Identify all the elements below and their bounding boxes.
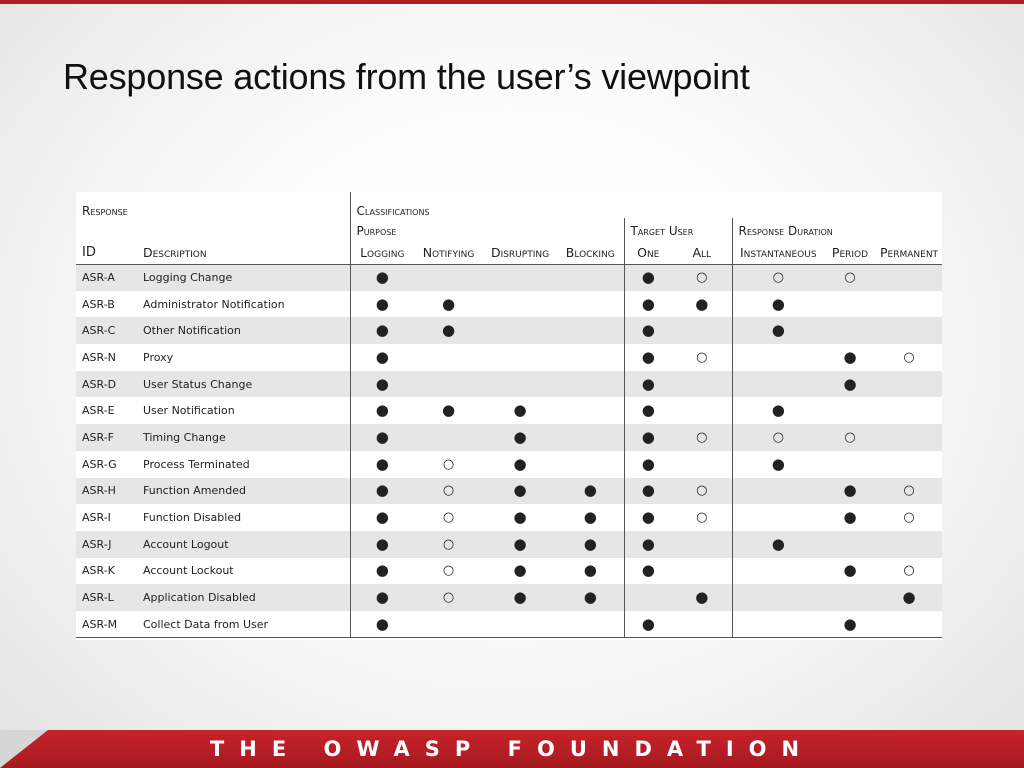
cell-all (672, 424, 732, 451)
empty-circle-icon: ○ (772, 270, 784, 286)
filled-circle-icon: ● (771, 294, 785, 313)
cell-disrupting (483, 478, 557, 505)
row-description: Account Lockout (137, 558, 350, 585)
filled-circle-icon: ● (641, 534, 655, 553)
cell-all (672, 397, 732, 424)
cell-disrupting (483, 424, 557, 451)
filled-circle-icon: ● (375, 481, 389, 500)
cell-one (624, 371, 672, 398)
cell-disrupting (483, 397, 557, 424)
cell-blocking (557, 611, 624, 638)
cell-all (672, 291, 732, 318)
cell-logging (350, 371, 414, 398)
cell-permanent (876, 504, 942, 531)
filled-circle-icon: ● (641, 561, 655, 580)
cell-period (824, 611, 876, 638)
table-row (76, 504, 942, 531)
cell-logging (350, 344, 414, 371)
cell-disrupting (483, 611, 557, 638)
cell-permanent (876, 584, 942, 611)
cell-notifying (414, 531, 483, 558)
cell-period (824, 317, 876, 344)
cell-logging (350, 291, 414, 318)
cell-permanent (876, 558, 942, 585)
filled-circle-icon: ● (771, 401, 785, 420)
row-description: User Notification (137, 397, 350, 424)
row-id: ASR-C (76, 317, 137, 344)
table-row (76, 397, 942, 424)
cell-blocking (557, 397, 624, 424)
response-actions-table-container (76, 192, 942, 640)
cell-disrupting (483, 504, 557, 531)
cell-permanent (876, 344, 942, 371)
slide-title: Response actions from the user’s viewpoint (63, 56, 750, 97)
cell-instantaneous (732, 504, 824, 531)
row-description: Collect Data from User (137, 611, 350, 638)
filled-circle-icon: ● (583, 561, 597, 580)
header-purpose: Purpose (350, 218, 624, 238)
cell-permanent (876, 397, 942, 424)
cell-all (672, 371, 732, 398)
cell-period (824, 371, 876, 398)
cell-all (672, 451, 732, 478)
cell-logging (350, 424, 414, 451)
row-id: ASR-G (76, 451, 137, 478)
filled-circle-icon: ● (375, 561, 389, 580)
row-description: Function Amended (137, 478, 350, 505)
cell-logging (350, 397, 414, 424)
filled-circle-icon: ● (843, 614, 857, 633)
empty-circle-icon: ○ (442, 510, 455, 526)
cell-disrupting (483, 558, 557, 585)
table-row (76, 291, 942, 318)
row-description: Application Disabled (137, 584, 350, 611)
row-description: Administrator Notification (137, 291, 350, 318)
cell-instantaneous (732, 451, 824, 478)
row-id: ASR-H (76, 478, 137, 505)
table-row (76, 371, 942, 398)
filled-circle-icon: ● (771, 321, 785, 340)
cell-one (624, 504, 672, 531)
row-id: ASR-E (76, 397, 137, 424)
empty-circle-icon: ○ (442, 536, 455, 552)
header-target-user: Target User (624, 218, 732, 238)
filled-circle-icon: ● (375, 294, 389, 313)
table-row (76, 317, 942, 344)
cell-logging (350, 584, 414, 611)
filled-circle-icon: ● (441, 401, 456, 420)
filled-circle-icon: ● (843, 347, 857, 366)
header-response-duration: Response Duration (732, 218, 942, 238)
cell-permanent (876, 317, 942, 344)
table-row (76, 611, 942, 638)
cell-one (624, 424, 672, 451)
cell-blocking (557, 344, 624, 371)
table-row (76, 264, 942, 291)
cell-notifying (414, 504, 483, 531)
filled-circle-icon: ● (583, 481, 597, 500)
filled-circle-icon: ● (843, 481, 857, 500)
cell-period (824, 531, 876, 558)
cell-disrupting (483, 371, 557, 398)
filled-circle-icon: ● (375, 427, 389, 446)
filled-circle-icon: ● (375, 321, 389, 340)
table-row (76, 344, 942, 371)
cell-period (824, 291, 876, 318)
cell-logging (350, 317, 414, 344)
filled-circle-icon: ● (375, 268, 389, 287)
cell-blocking (557, 317, 624, 344)
row-description: Logging Change (137, 264, 350, 291)
filled-circle-icon: ● (513, 481, 527, 500)
cell-all (672, 611, 732, 638)
cell-permanent (876, 531, 942, 558)
filled-circle-icon: ● (513, 561, 527, 580)
cell-permanent (876, 424, 942, 451)
table-body (76, 264, 942, 638)
cell-permanent (876, 264, 942, 291)
header-row-groups (76, 192, 942, 218)
filled-circle-icon: ● (641, 614, 655, 633)
header-notifying: Notifying (414, 238, 483, 264)
table-row (76, 451, 942, 478)
cell-period (824, 478, 876, 505)
cell-period (824, 584, 876, 611)
cell-all (672, 344, 732, 371)
cell-all (672, 584, 732, 611)
filled-circle-icon: ● (375, 401, 389, 420)
cell-permanent (876, 451, 942, 478)
filled-circle-icon: ● (375, 614, 389, 633)
cell-blocking (557, 504, 624, 531)
cell-one (624, 397, 672, 424)
filled-circle-icon: ● (375, 374, 389, 393)
cell-all (672, 504, 732, 531)
header-disrupting: Disrupting (483, 238, 557, 264)
cell-all (672, 478, 732, 505)
filled-circle-icon: ● (843, 508, 857, 527)
cell-all (672, 558, 732, 585)
empty-circle-icon: ○ (696, 510, 708, 526)
cell-logging (350, 451, 414, 478)
empty-circle-icon: ○ (696, 483, 708, 499)
cell-permanent (876, 611, 942, 638)
cell-notifying (414, 344, 483, 371)
filled-circle-icon: ● (513, 588, 527, 607)
cell-notifying (414, 451, 483, 478)
filled-circle-icon: ● (513, 427, 527, 446)
filled-circle-icon: ● (843, 561, 857, 580)
cell-blocking (557, 451, 624, 478)
cell-instantaneous (732, 371, 824, 398)
header-response: Response (82, 204, 128, 218)
cell-period (824, 504, 876, 531)
header-row-columns (76, 238, 942, 264)
empty-circle-icon: ○ (442, 590, 455, 606)
cell-blocking (557, 291, 624, 318)
header-classifications: Classifications (350, 192, 942, 218)
filled-circle-icon: ● (902, 588, 916, 607)
filled-circle-icon: ● (513, 534, 527, 553)
header-one: One (624, 238, 672, 264)
cell-instantaneous (732, 531, 824, 558)
cell-blocking (557, 264, 624, 291)
filled-circle-icon: ● (513, 401, 527, 420)
header-permanent: Permanent (876, 238, 942, 264)
cell-one (624, 317, 672, 344)
cell-logging (350, 264, 414, 291)
footer-foundation-text: THE OWASP FOUNDATION (209, 737, 815, 761)
row-id: ASR-L (76, 584, 137, 611)
header-spacer (76, 218, 350, 238)
row-id: ASR-F (76, 424, 137, 451)
cell-notifying (414, 424, 483, 451)
cell-one (624, 344, 672, 371)
filled-circle-icon: ● (695, 588, 709, 607)
empty-circle-icon: ○ (903, 563, 915, 579)
filled-circle-icon: ● (583, 508, 597, 527)
empty-circle-icon: ○ (903, 510, 915, 526)
filled-circle-icon: ● (375, 454, 389, 473)
header-id: ID (76, 238, 137, 264)
cell-logging (350, 558, 414, 585)
cell-instantaneous (732, 344, 824, 371)
cell-period (824, 558, 876, 585)
filled-circle-icon: ● (843, 374, 857, 393)
cell-notifying (414, 478, 483, 505)
table-row (76, 584, 942, 611)
cell-disrupting (483, 264, 557, 291)
cell-notifying (414, 291, 483, 318)
header-instantaneous: Instantaneous (732, 238, 824, 264)
filled-circle-icon: ● (375, 588, 389, 607)
response-actions-table (76, 192, 942, 638)
filled-circle-icon: ● (375, 347, 389, 366)
empty-circle-icon: ○ (696, 429, 708, 445)
filled-circle-icon: ● (641, 401, 655, 420)
filled-circle-icon: ● (771, 534, 785, 553)
cell-blocking (557, 584, 624, 611)
row-id: ASR-I (76, 504, 137, 531)
cell-period (824, 344, 876, 371)
cell-disrupting (483, 531, 557, 558)
cell-one (624, 558, 672, 585)
cell-instantaneous (732, 264, 824, 291)
cell-logging (350, 531, 414, 558)
top-accent-bar (0, 0, 1024, 4)
row-id: ASR-A (76, 264, 137, 291)
cell-blocking (557, 531, 624, 558)
cell-instantaneous (732, 424, 824, 451)
table-row (76, 531, 942, 558)
cell-instantaneous (732, 584, 824, 611)
row-id: ASR-B (76, 291, 137, 318)
header-row-subgroups (76, 218, 942, 238)
cell-notifying (414, 317, 483, 344)
cell-one (624, 531, 672, 558)
filled-circle-icon: ● (583, 534, 597, 553)
filled-circle-icon: ● (641, 294, 655, 313)
cell-one (624, 611, 672, 638)
cell-period (824, 451, 876, 478)
cell-disrupting (483, 291, 557, 318)
cell-one (624, 584, 672, 611)
cell-notifying (414, 558, 483, 585)
row-description: Function Disabled (137, 504, 350, 531)
cell-period (824, 264, 876, 291)
header-period: Period (824, 238, 876, 264)
empty-circle-icon: ○ (696, 270, 708, 286)
row-description: Timing Change (137, 424, 350, 451)
cell-notifying (414, 264, 483, 291)
header-description: Description (137, 238, 350, 264)
empty-circle-icon: ○ (903, 349, 915, 365)
filled-circle-icon: ● (641, 508, 655, 527)
cell-blocking (557, 424, 624, 451)
row-id: ASR-D (76, 371, 137, 398)
cell-instantaneous (732, 558, 824, 585)
filled-circle-icon: ● (641, 481, 655, 500)
cell-logging (350, 478, 414, 505)
cell-one (624, 264, 672, 291)
cell-notifying (414, 611, 483, 638)
filled-circle-icon: ● (641, 374, 655, 393)
cell-instantaneous (732, 478, 824, 505)
cell-blocking (557, 558, 624, 585)
cell-period (824, 397, 876, 424)
cell-notifying (414, 371, 483, 398)
filled-circle-icon: ● (695, 294, 709, 313)
cell-permanent (876, 478, 942, 505)
filled-circle-icon: ● (375, 534, 389, 553)
empty-circle-icon: ○ (772, 429, 784, 445)
row-id: ASR-N (76, 344, 137, 371)
cell-one (624, 291, 672, 318)
empty-circle-icon: ○ (442, 563, 455, 579)
header-blocking: Blocking (557, 238, 624, 264)
header-logging: Logging (350, 238, 414, 264)
empty-circle-icon: ○ (903, 483, 915, 499)
table-row (76, 424, 942, 451)
cell-permanent (876, 371, 942, 398)
cell-instantaneous (732, 397, 824, 424)
row-id: ASR-K (76, 558, 137, 585)
cell-one (624, 451, 672, 478)
cell-notifying (414, 397, 483, 424)
filled-circle-icon: ● (513, 454, 527, 473)
filled-circle-icon: ● (641, 427, 655, 446)
cell-instantaneous (732, 291, 824, 318)
cell-blocking (557, 478, 624, 505)
row-id: ASR-J (76, 531, 137, 558)
cell-all (672, 317, 732, 344)
cell-all (672, 531, 732, 558)
cell-disrupting (483, 344, 557, 371)
empty-circle-icon: ○ (844, 270, 856, 286)
table-row (76, 478, 942, 505)
cell-instantaneous (732, 611, 824, 638)
cell-notifying (414, 584, 483, 611)
filled-circle-icon: ● (641, 321, 655, 340)
row-id: ASR-M (76, 611, 137, 638)
cell-period (824, 424, 876, 451)
filled-circle-icon: ● (375, 508, 389, 527)
cell-all (672, 264, 732, 291)
filled-circle-icon: ● (441, 321, 456, 340)
cell-one (624, 478, 672, 505)
header-all: All (672, 238, 732, 264)
row-description: User Status Change (137, 371, 350, 398)
empty-circle-icon: ○ (442, 483, 455, 499)
cell-logging (350, 504, 414, 531)
cell-logging (350, 611, 414, 638)
empty-circle-icon: ○ (844, 429, 856, 445)
cell-blocking (557, 371, 624, 398)
cell-instantaneous (732, 317, 824, 344)
filled-circle-icon: ● (641, 268, 655, 287)
cell-disrupting (483, 451, 557, 478)
row-description: Process Terminated (137, 451, 350, 478)
row-description: Other Notification (137, 317, 350, 344)
filled-circle-icon: ● (513, 508, 527, 527)
filled-circle-icon: ● (583, 588, 597, 607)
row-description: Account Logout (137, 531, 350, 558)
filled-circle-icon: ● (441, 294, 456, 313)
empty-circle-icon: ○ (442, 456, 455, 472)
cell-disrupting (483, 584, 557, 611)
row-description: Proxy (137, 344, 350, 371)
cell-disrupting (483, 317, 557, 344)
filled-circle-icon: ● (771, 454, 785, 473)
filled-circle-icon: ● (641, 454, 655, 473)
cell-permanent (876, 291, 942, 318)
filled-circle-icon: ● (641, 347, 655, 366)
table-row (76, 558, 942, 585)
empty-circle-icon: ○ (696, 349, 708, 365)
